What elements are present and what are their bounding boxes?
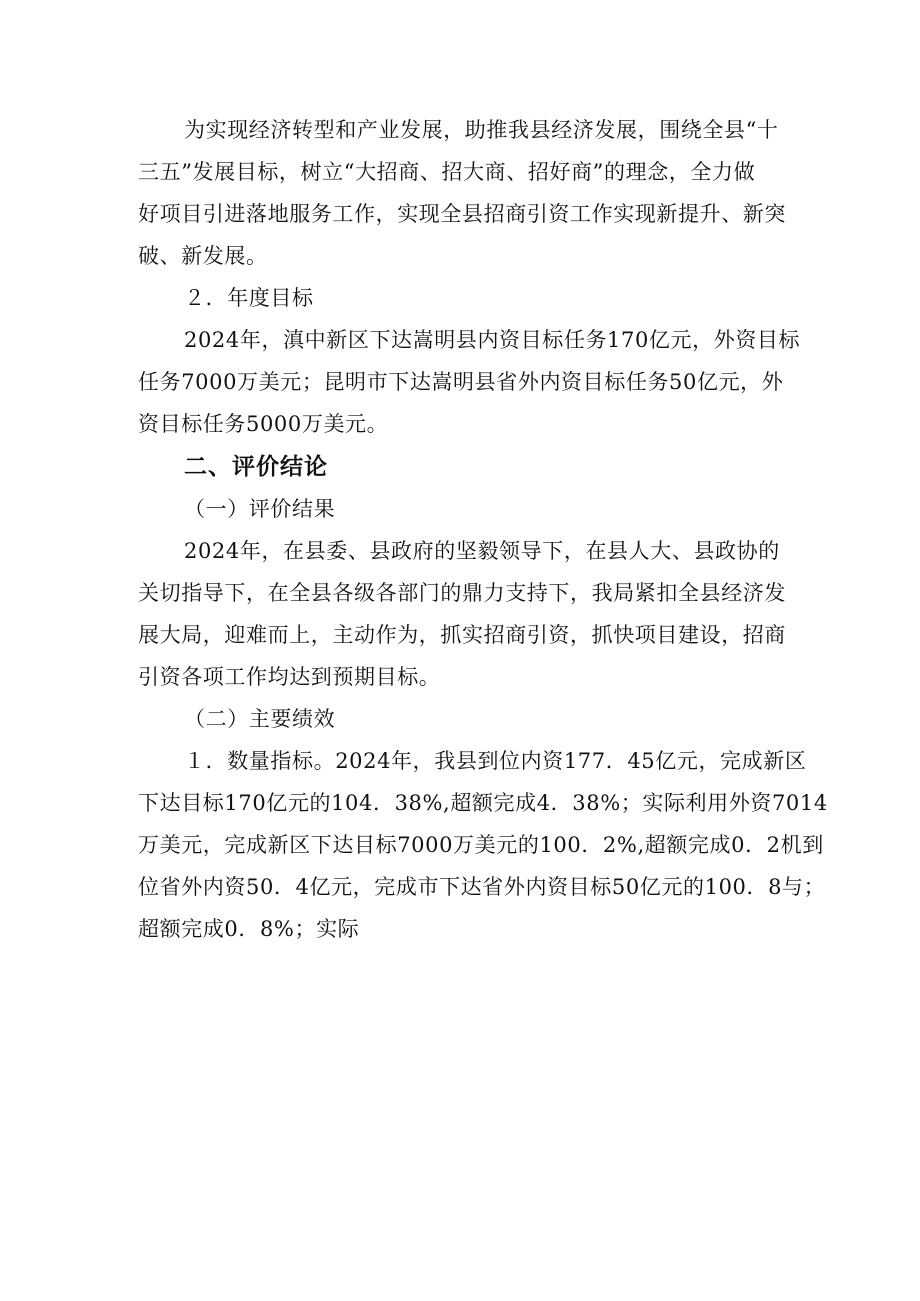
result-title: （一）评价结果 xyxy=(184,497,336,521)
performance-line-5: 超额完成0．8%；实际 xyxy=(138,917,360,941)
result-line-2: 关切指导下，在全县各级各部门的鼎力支持下，我局紧扣全县经济发 xyxy=(138,581,786,605)
result-line-4: 引资各项工作均达到预期目标。 xyxy=(138,665,441,689)
intro-line-4: 破、新发展。 xyxy=(138,244,268,268)
performance-title: （二）主要绩效 xyxy=(184,707,336,731)
result-line-1: 2024年，在县委、县政府的坚毅领导下，在县人大、县政协的 xyxy=(184,539,780,563)
performance-line-1: １．数量指标。2024年，我县到位内资177．45亿元，完成新区 xyxy=(184,749,807,773)
performance-line-4: 位省外内资50．4亿元，完成市下达省外内资目标50亿元的100．8与； xyxy=(138,875,826,899)
annual-goal-line-1: 2024年，滇中新区下达嵩明县内资目标任务170亿元，外资目标 xyxy=(184,328,801,352)
annual-goal-line-2: 任务7000万美元；昆明市下达嵩明县省外内资目标任务50亿元，外 xyxy=(138,370,784,394)
performance-line-3: 万美元，完成新区下达目标7000万美元的100．2%,超额完成0．2机到 xyxy=(138,833,824,857)
section-two-heading: 二、评价结论 xyxy=(184,454,328,480)
performance-line-2: 下达目标170亿元的104．38%,超额完成4．38%；实际利用外资7014 xyxy=(138,791,828,815)
annual-goal-title: ２．年度目标 xyxy=(184,286,314,310)
intro-line-2: 三五”发展目标，树立“大招商、招大商、招好商”的理念，全力做 xyxy=(138,160,756,184)
result-line-3: 展大局，迎难而上，主动作为，抓实招商引资，抓快项目建设，招商 xyxy=(138,623,786,647)
annual-goal-line-3: 资目标任务5000万美元。 xyxy=(138,412,389,436)
intro-line-3: 好项目引进落地服务工作，实现全县招商引资工作实现新提升、新突 xyxy=(138,202,786,226)
intro-line-1: 为实现经济转型和产业发展，助推我县经济发展，围绕全县“十 xyxy=(184,118,779,142)
